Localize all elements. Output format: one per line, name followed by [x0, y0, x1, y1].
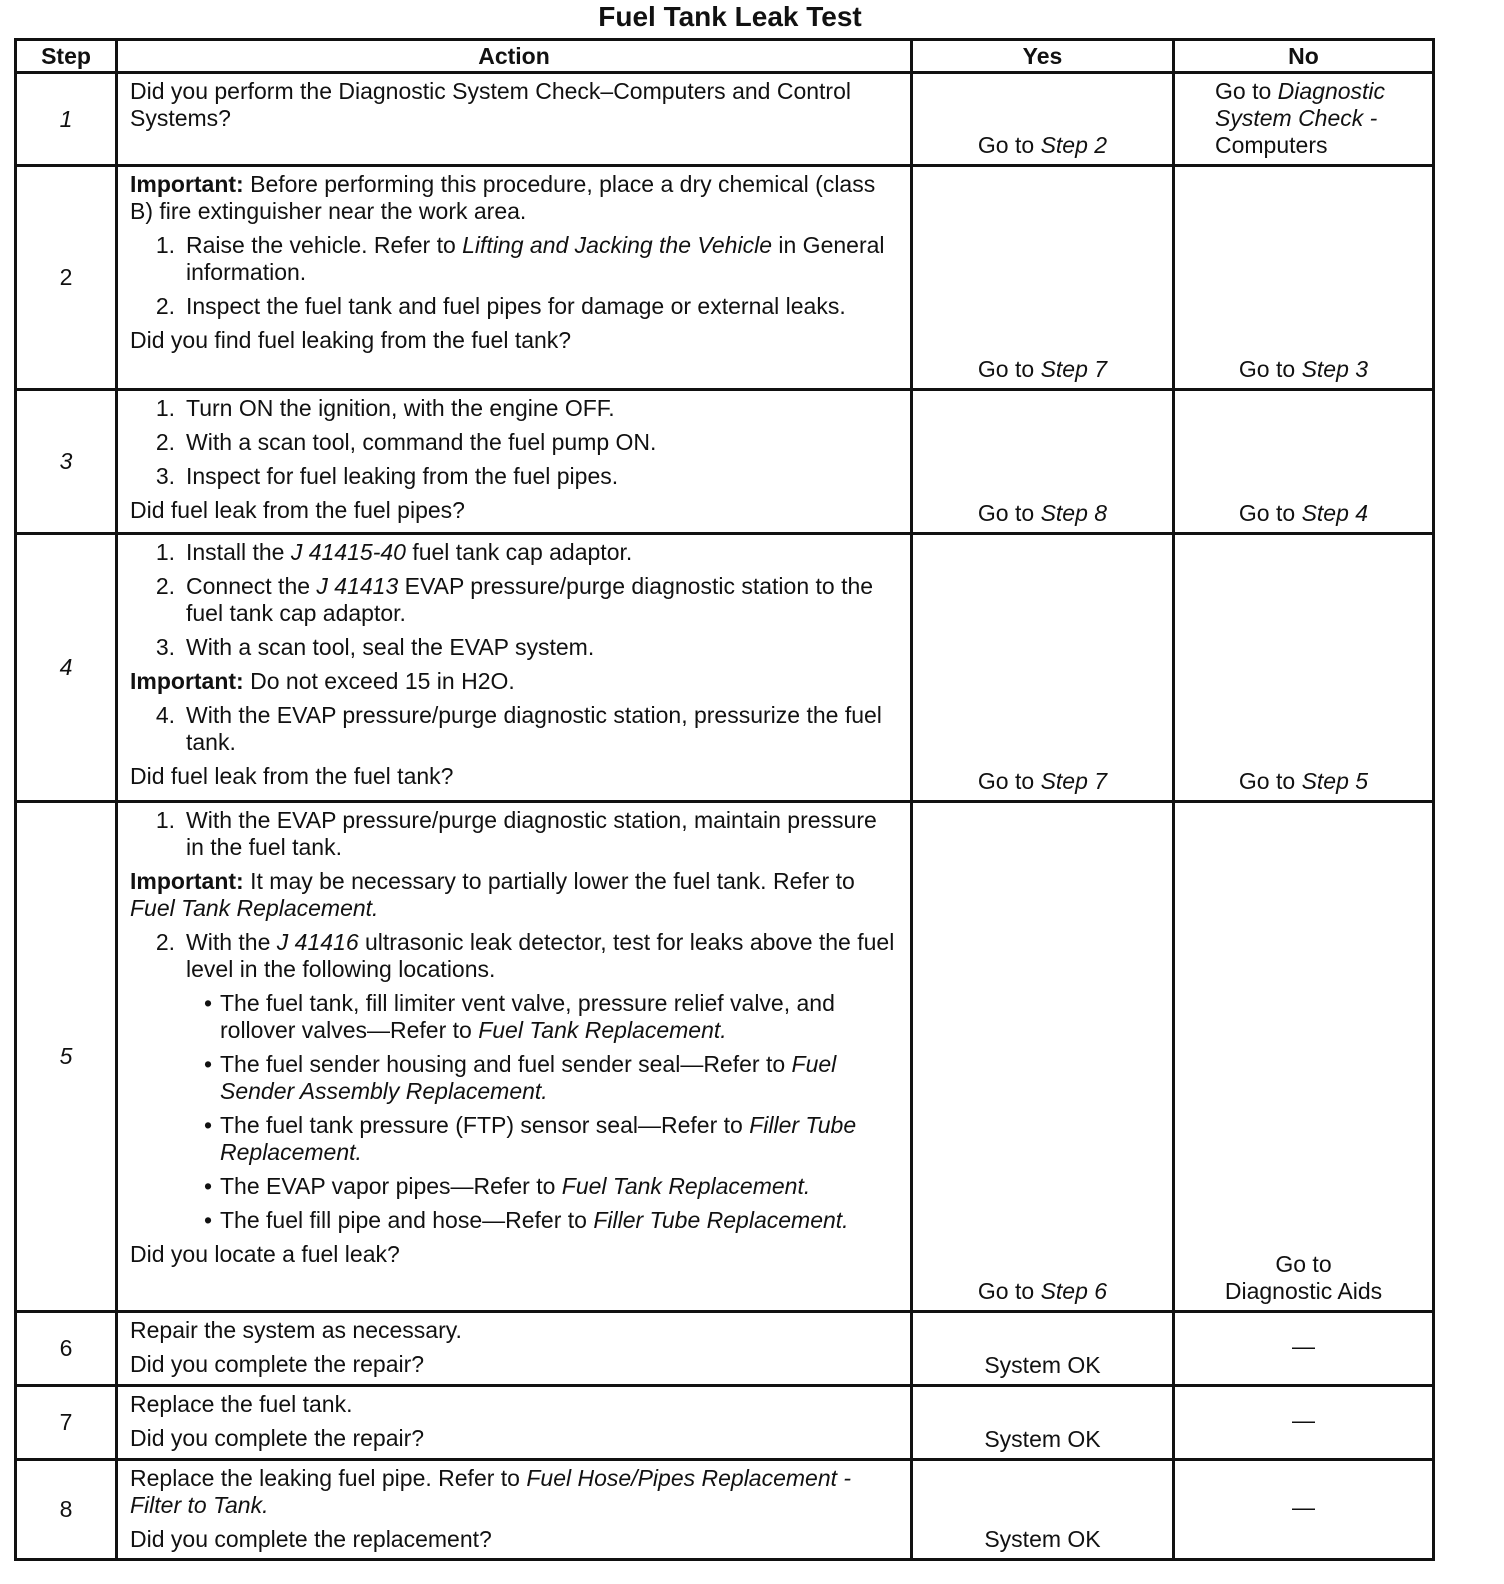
step-number: 7 [16, 1386, 117, 1460]
table-row [16, 1460, 1434, 1560]
table-row [16, 534, 1434, 802]
reference-link[interactable]: Filler Tube Replacement. [593, 1207, 849, 1233]
action-text [130, 1465, 898, 1519]
yes-cell: System OK [912, 1386, 1174, 1460]
no-cell: — [1174, 1460, 1434, 1560]
page-title: Fuel Tank Leak Test [598, 1, 862, 32]
yes-step-link[interactable]: Step 6 [1040, 1278, 1108, 1304]
bullet-text: The EVAP vapor pipes—Refer to [220, 1173, 556, 1199]
numbered-item [130, 573, 898, 627]
question: Did you complete the repair? [130, 1425, 425, 1451]
yes-prefix: Go to [977, 768, 1035, 794]
tool-reference[interactable]: J 41415-40 [290, 539, 406, 565]
tool-reference[interactable]: J 41416 [276, 929, 359, 955]
action-cell [117, 534, 912, 802]
numbered-item [130, 463, 898, 490]
item-text: in General information. [186, 232, 885, 285]
reference-link[interactable]: Fuel Tank Replacement. [561, 1173, 811, 1199]
yes-cell [912, 390, 1174, 534]
yes-step-link[interactable]: Step 7 [1040, 356, 1108, 382]
header-step: Step [16, 40, 117, 73]
yes-step-link[interactable]: Step 8 [1040, 500, 1108, 526]
item-number: 3. [155, 634, 175, 660]
yes-cell: System OK [912, 1460, 1174, 1560]
yes-cell [912, 534, 1174, 802]
header-yes: Yes [912, 40, 1174, 73]
numbered-item [130, 807, 898, 861]
no-suffix: Computers [1215, 132, 1328, 158]
action-cell [117, 73, 912, 166]
reference-link[interactable]: Fuel Tank Replacement. [130, 895, 379, 921]
no-prefix: Go to [1238, 768, 1296, 794]
question: Did you complete the repair? [130, 1351, 425, 1377]
header-action: Action [117, 40, 912, 73]
step-number: 4 [16, 534, 117, 802]
item-text: Inspect the fuel tank and fuel pipes for damage or external leaks. [186, 293, 846, 319]
important-label: Important: [130, 171, 244, 197]
important-label: Important: [130, 668, 244, 694]
bullet-icon: • [203, 1051, 213, 1077]
table-row [16, 166, 1434, 390]
no-step-link[interactable]: Step 4 [1301, 500, 1369, 526]
question: Did you perform the Diagnostic System Check–Computers and Control Systems? [130, 78, 851, 131]
yes-prefix: Go to [977, 500, 1035, 526]
bullet-item [130, 1051, 898, 1105]
item-text: With a scan tool, seal the EVAP system. [186, 634, 595, 660]
bullet-icon: • [203, 990, 213, 1016]
no-prefix: Go to [1275, 1251, 1332, 1277]
question: Did fuel leak from the fuel pipes? [130, 497, 465, 523]
question: Did you find fuel leaking from the fuel tank? [130, 327, 572, 353]
numbered-item [130, 929, 898, 983]
important-note [130, 868, 898, 922]
no-prefix: Go to [1238, 500, 1296, 526]
no-step-link[interactable]: Step 5 [1301, 768, 1369, 794]
item-number: 4. [155, 702, 175, 728]
no-prefix: Go to [1215, 78, 1272, 104]
yes-prefix: Go to [977, 1278, 1035, 1304]
table-row [16, 1386, 1434, 1460]
header-no: No [1174, 40, 1434, 73]
bullet-text: The fuel tank, fill limiter vent valve, pressure relief valve, and rollover valves—Refer to [220, 990, 835, 1043]
yes-step-link[interactable]: Step 2 [1040, 132, 1108, 158]
no-diagnostic-aids-link[interactable]: Diagnostic Aids [1224, 1278, 1383, 1304]
table-row [16, 1312, 1434, 1386]
numbered-item [130, 293, 898, 320]
bullet-item [130, 1173, 898, 1200]
no-cell [1174, 390, 1434, 534]
action-cell [117, 166, 912, 390]
item-text: Raise the vehicle. Refer to [186, 232, 456, 258]
item-number: 1. [155, 807, 175, 833]
bullet-icon: • [203, 1207, 213, 1233]
item-number: 2. [155, 293, 175, 319]
yes-prefix: Go to [977, 132, 1035, 158]
item-text: With the EVAP pressure/purge diagnostic station, maintain pressure in the fuel tank. [186, 807, 877, 860]
step-number: 1 [16, 73, 117, 166]
question: Did you complete the replacement? [130, 1526, 492, 1552]
table-row [16, 802, 1434, 1312]
no-step-link[interactable]: Step 3 [1301, 356, 1369, 382]
item-text: EVAP pressure/purge diagnostic station to the fuel tank cap adaptor. [186, 573, 874, 626]
bullet-item [130, 1112, 898, 1166]
no-diagnostic-link[interactable]: Diagnostic System Check - [1215, 78, 1386, 131]
item-text: Install the [186, 539, 285, 565]
no-cell [1174, 534, 1434, 802]
bullet-text: The fuel tank pressure (FTP) sensor seal—Refer to [220, 1112, 743, 1138]
item-text: Turn ON the ignition, with the engine OFF. [186, 395, 615, 421]
table-row [16, 73, 1434, 166]
reference-link[interactable]: Filler Tube Replacement. [220, 1112, 857, 1165]
action-cell [117, 802, 912, 1312]
reference-link[interactable]: Lifting and Jacking the Vehicle [462, 232, 772, 258]
no-cell [1174, 166, 1434, 390]
step-number: 5 [16, 802, 117, 1312]
yes-cell: System OK [912, 1312, 1174, 1386]
no-cell: — [1174, 1312, 1434, 1386]
item-number: 1. [155, 539, 175, 565]
bullet-text: The fuel sender housing and fuel sender seal—Refer to [220, 1051, 786, 1077]
numbered-item [130, 634, 898, 661]
numbered-item [130, 539, 898, 566]
item-text: Inspect for fuel leaking from the fuel pipes. [186, 463, 619, 489]
step-number: 6 [16, 1312, 117, 1386]
no-cell [1174, 73, 1434, 166]
item-number: 3. [155, 463, 175, 489]
important-note [130, 171, 898, 225]
yes-step-link[interactable]: Step 7 [1040, 768, 1108, 794]
reference-link[interactable]: Fuel Sender Assembly Replacement. [220, 1051, 837, 1104]
bullet-icon: • [203, 1173, 213, 1199]
important-text: It may be necessary to partially lower the fuel tank. Refer to [250, 868, 855, 894]
item-number: 1. [155, 395, 175, 421]
item-number: 2. [155, 573, 175, 599]
no-cell [1174, 802, 1434, 1312]
important-text: Before performing this procedure, place a dry chemical (class B) fire extinguisher near the work area. [130, 171, 876, 224]
question: Did fuel leak from the fuel tank? [130, 763, 454, 789]
no-prefix: Go to [1238, 356, 1296, 382]
item-text: With the [186, 929, 271, 955]
action-cell [117, 1312, 912, 1386]
action-text-part: Replace the leaking fuel pipe. Refer to [130, 1465, 520, 1491]
item-text: With a scan tool, command the fuel pump ON. [186, 429, 657, 455]
yes-prefix: Go to [977, 356, 1035, 382]
step-number: 2 [16, 166, 117, 390]
numbered-item [130, 232, 898, 286]
numbered-item [130, 395, 898, 422]
item-text: fuel tank cap adaptor. [412, 539, 633, 565]
item-text: With the EVAP pressure/purge diagnostic station, pressurize the fuel tank. [186, 702, 882, 755]
step-number: 3 [16, 390, 117, 534]
action-text: Replace the fuel tank. [130, 1391, 353, 1417]
item-text: Connect the [186, 573, 311, 599]
action-cell [117, 1386, 912, 1460]
item-text: ultrasonic leak detector, test for leaks above the fuel level in the following locations. [186, 929, 895, 982]
reference-link[interactable]: Fuel Tank Replacement. [478, 1017, 727, 1043]
bullet-icon: • [203, 1112, 213, 1138]
important-note [130, 668, 898, 695]
numbered-item [130, 429, 898, 456]
step-number: 8 [16, 1460, 117, 1560]
bullet-item [130, 990, 898, 1044]
table-row [16, 390, 1434, 534]
yes-cell [912, 73, 1174, 166]
yes-cell [912, 802, 1174, 1312]
item-number: 1. [155, 232, 175, 258]
action-cell [117, 390, 912, 534]
bullet-text: The fuel fill pipe and hose—Refer to [220, 1207, 587, 1233]
yes-cell [912, 166, 1174, 390]
header-row [16, 40, 1434, 73]
action-cell [117, 1460, 912, 1560]
reference-link[interactable]: Fuel Hose/Pipes Replacement - Filter to Tank. [130, 1465, 852, 1518]
item-number: 2. [155, 929, 175, 955]
important-text: Do not exceed 15 in H2O. [250, 668, 515, 694]
bullet-item [130, 1207, 898, 1234]
important-label: Important: [130, 868, 244, 894]
item-number: 2. [155, 429, 175, 455]
action-text: Repair the system as necessary. [130, 1317, 462, 1343]
no-cell: — [1174, 1386, 1434, 1460]
diagnostic-table [14, 38, 1435, 1561]
question: Did you locate a fuel leak? [130, 1241, 400, 1267]
tool-reference[interactable]: J 41413 [316, 573, 399, 599]
numbered-item [130, 702, 898, 756]
